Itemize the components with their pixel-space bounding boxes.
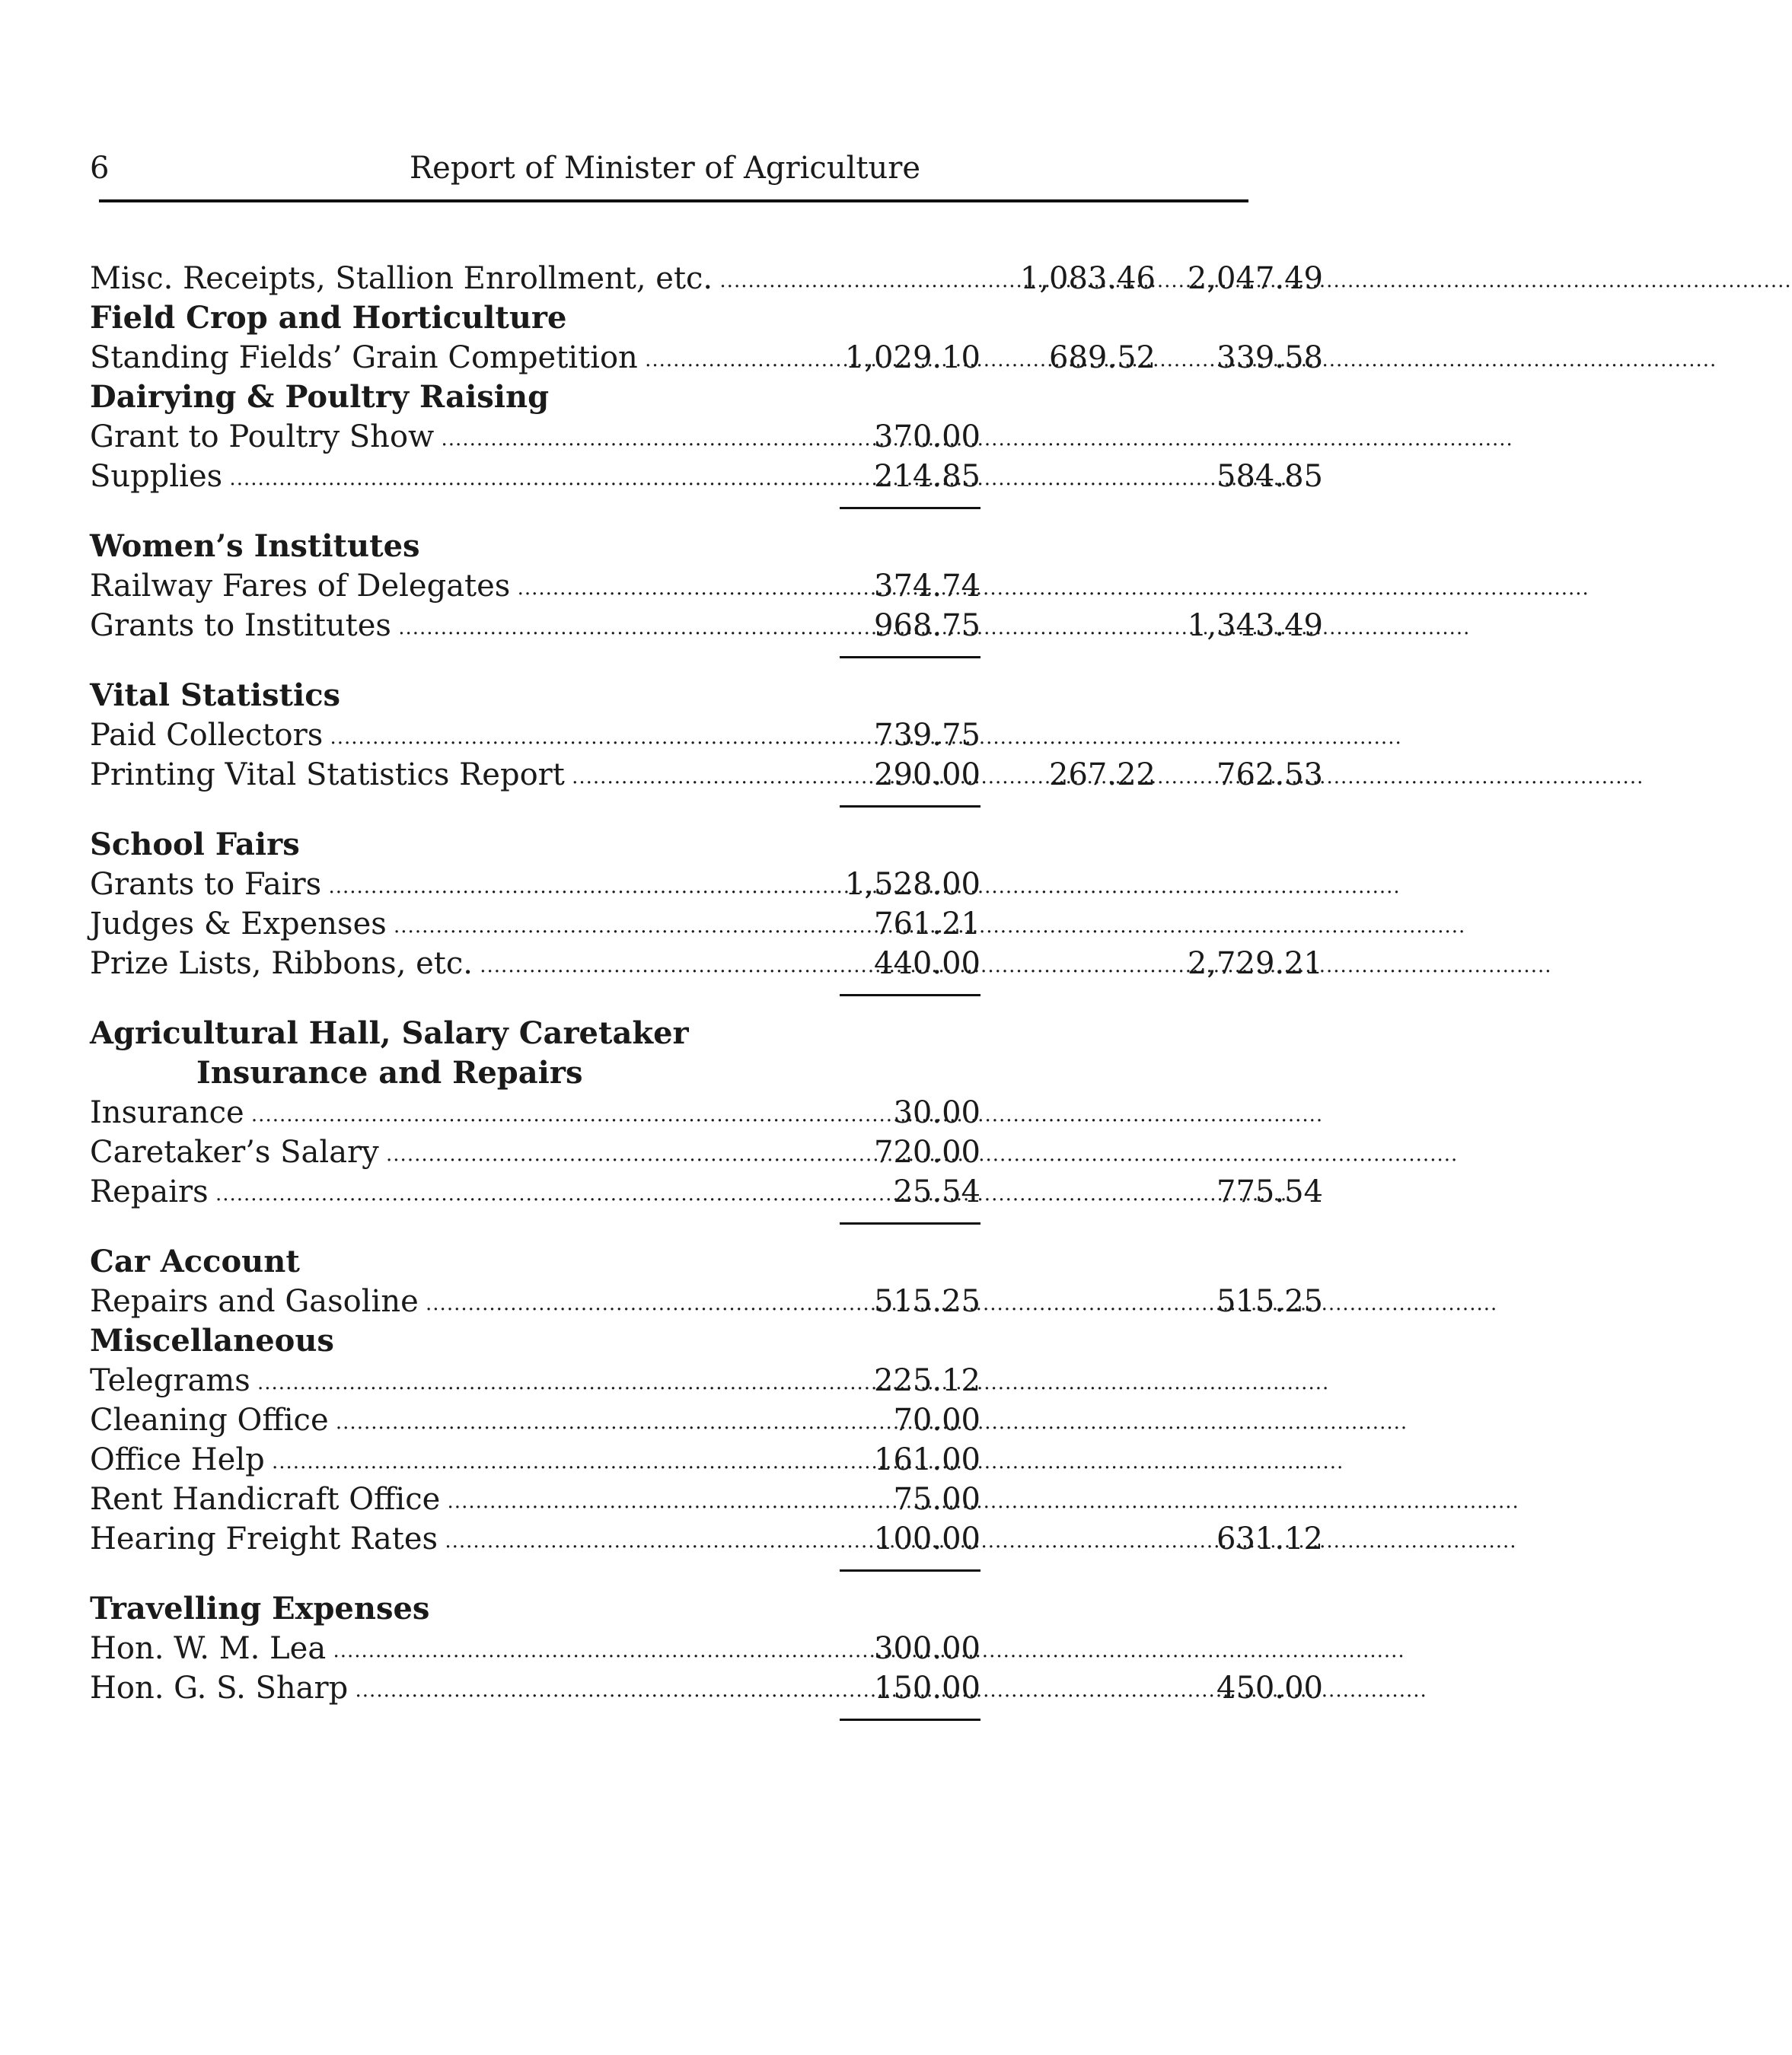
table-row [90,1093,1255,1133]
table-row [90,1400,1255,1440]
table-row [90,1133,1255,1172]
amount-c1: 761.21 [874,906,980,941]
amount-c3: 1,343.49 [1187,608,1323,643]
header-rule [99,199,1248,202]
table-row [90,715,1255,755]
row-label [90,1400,737,1442]
amount-c3: 450.00 [1216,1671,1323,1706]
row-label-text: Supplies [90,459,223,494]
row-label [90,1282,737,1324]
amount-c1: 214.85 [874,459,980,494]
table-row [90,606,1323,645]
row-label [90,566,737,608]
heading-text: Agricultural Hall, Salary Caretaker [90,1015,689,1051]
amount-c2: 689.52 [1049,340,1156,375]
row-label [90,1133,737,1174]
section-heading [90,527,1255,566]
table-row [90,259,1323,298]
amount-c1: 440.00 [874,946,980,981]
amount-c1: 720.00 [874,1135,980,1170]
section-heading [90,378,1255,417]
row-label [90,457,737,499]
row-label-text: Rent Handicraft Office [90,1482,441,1517]
row-label [90,1361,737,1403]
row-label-text: Prize Lists, Ribbons, etc. [90,946,473,981]
page-number: 6 [90,151,110,186]
row-label [90,904,737,946]
row-label [90,606,737,648]
table-row [90,338,1323,378]
subtotal-rule-row [90,983,1255,1014]
amount-c2: 1,083.46 [1019,261,1156,296]
row-label [90,1093,737,1135]
heading-text: Dairying & Poultry Raising [90,379,550,415]
amount-c3: 2,047.49 [1187,261,1323,296]
heading-text: Miscellaneous [90,1323,334,1359]
row-label [90,1440,737,1482]
amount-c1: 374.74 [874,569,980,604]
table-row [90,1361,1255,1400]
subtotal-rule [840,1569,980,1572]
amount-c3: 762.53 [1216,757,1323,792]
amount-c1: 225.12 [874,1363,980,1398]
subtotal-rule-row [90,1212,1255,1242]
subtotal-rule [840,805,980,808]
amount-c1: 150.00 [874,1671,980,1706]
row-label-text: Cleaning Office [90,1403,329,1438]
row-label-text: Paid Collectors [90,718,324,753]
row-label [90,1668,737,1710]
row-label-text: Hon. G. S. Sharp [90,1671,349,1706]
table-row [90,1172,1323,1212]
table-row [90,1480,1255,1519]
amount-c1: 100.00 [874,1521,980,1556]
row-label [90,755,737,797]
section-subheading [90,1053,1255,1093]
subtotal-rule [840,656,980,658]
table-row [90,865,1255,904]
subtotal-rule [840,1222,980,1225]
amount-c3: 584.85 [1216,459,1323,494]
amount-c3: 515.25 [1216,1284,1323,1319]
section-heading [90,1242,1255,1282]
row-label [90,865,737,906]
row-label [90,259,737,301]
row-label [90,1629,737,1671]
page-header [90,151,1247,189]
row-label [90,1172,737,1214]
table-row [90,1519,1323,1559]
subtotal-rule-row [90,645,1255,676]
row-label-text: Office Help [90,1442,265,1477]
heading-text: School Fairs [90,827,300,862]
amount-c1: 25.54 [893,1174,980,1209]
section-heading [90,825,1255,865]
row-label [90,338,737,380]
row-label-text: Printing Vital Statistics Report [90,757,565,792]
row-label-text: Hearing Freight Rates [90,1521,438,1556]
row-label-text: Hon. W. M. Lea [90,1631,327,1666]
section-heading [90,1014,1255,1053]
amount-c3: 339.58 [1216,340,1323,375]
amount-c1: 1,029.10 [844,340,980,375]
table-row [90,944,1323,983]
amount-c1: 300.00 [874,1631,980,1666]
section-heading [90,676,1255,715]
subtotal-rule [840,1719,980,1721]
amount-c1: 370.00 [874,419,980,454]
row-label-text: Insurance [90,1095,244,1130]
row-label-text: Repairs and Gasoline [90,1284,419,1319]
heading-text: Travelling Expenses [90,1591,430,1626]
subtotal-rule-row [90,1559,1255,1589]
row-label [90,1480,737,1521]
table-row [90,1440,1255,1480]
amount-c3: 631.12 [1216,1521,1323,1556]
row-label-text: Grant to Poultry Show [90,419,435,454]
table-row [90,755,1323,795]
table-row [90,1282,1323,1321]
row-label [90,1519,737,1561]
table-row [90,1668,1323,1708]
subtotal-rule-row [90,1708,1255,1738]
row-label-text: Grants to Institutes [90,608,391,643]
row-label-text: Grants to Fairs [90,867,322,902]
row-label-text: Judges & Expenses [90,906,387,941]
subtotal-rule-row [90,496,1255,527]
subtotal-rule-row [90,795,1255,825]
heading-text: Field Crop and Horticulture [90,300,567,336]
amount-c3: 2,729.21 [1187,946,1323,981]
table-row [90,417,1255,457]
amount-c1: 515.25 [874,1284,980,1319]
row-label-text: Caretaker’s Salary [90,1135,379,1170]
amount-c1: 968.75 [874,608,980,643]
row-label [90,944,737,986]
amount-c1: 290.00 [874,757,980,792]
row-label [90,417,737,459]
heading-text: Car Account [90,1244,300,1279]
amount-c1: 75.00 [893,1482,980,1517]
section-heading [90,1589,1255,1629]
amount-c1: 161.00 [874,1442,980,1477]
amount-c1: 739.75 [874,718,980,753]
table-row [90,904,1255,944]
heading-text: Vital Statistics [90,677,341,713]
row-label-text: Misc. Receipts, Stallion Enrollment, etc. [90,261,713,296]
row-label-text: Standing Fields’ Grain Competition [90,340,638,375]
row-label-text: Repairs [90,1174,209,1209]
amount-c3: 775.54 [1216,1174,1323,1209]
amount-c1: 1,528.00 [844,867,980,902]
amount-c2: 267.22 [1049,757,1156,792]
heading-text: Insurance and Repairs [196,1055,583,1091]
table-row [90,1629,1255,1668]
amount-c1: 70.00 [893,1403,980,1438]
row-label-text: Telegrams [90,1363,250,1398]
page-title: Report of Minister of Agriculture [410,151,920,186]
subtotal-rule [840,507,980,509]
subtotal-rule [840,994,980,996]
row-label [90,715,737,757]
expense-table [90,259,1323,1738]
amount-c1: 30.00 [893,1095,980,1130]
row-label-text: Railway Fares of Delegates [90,569,511,604]
section-heading [90,1321,1255,1361]
heading-text: Women’s Institutes [90,528,420,564]
table-row [90,566,1255,606]
section-heading [90,298,1255,338]
table-row [90,457,1323,496]
